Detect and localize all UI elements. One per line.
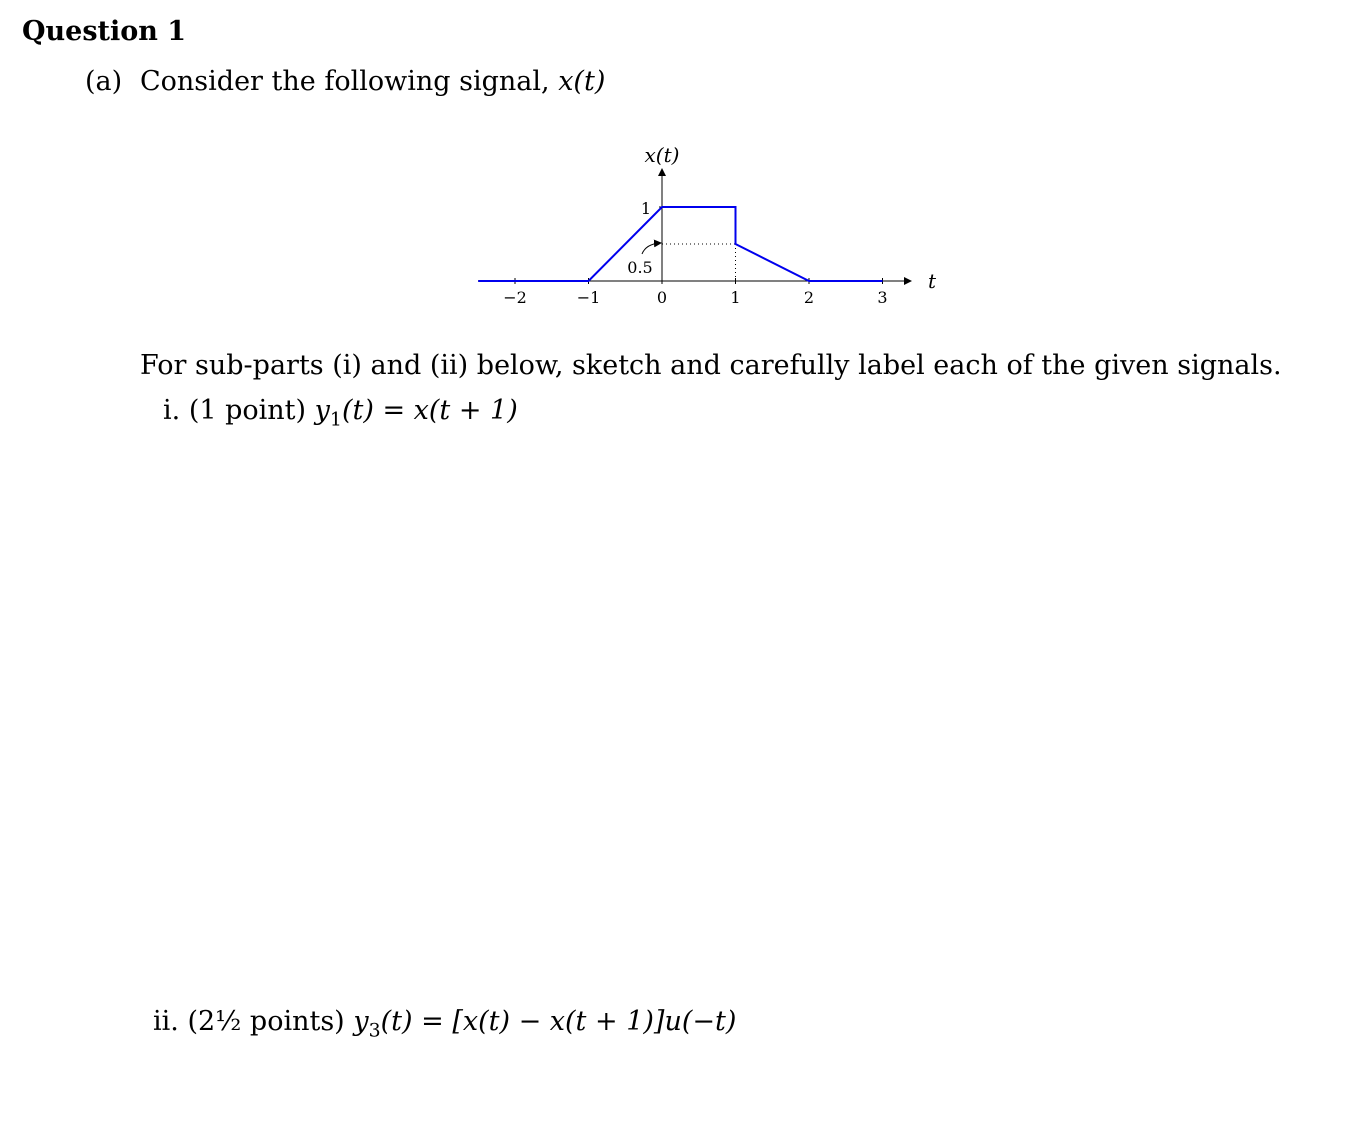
x-tick-label: −2	[503, 288, 527, 307]
sub-part-ii-equation: (t) = [x(t) − x(t + 1)]u(−t)	[380, 1006, 737, 1037]
x-tick-label: −1	[576, 288, 601, 307]
x-axis-label: t	[927, 269, 937, 293]
x-tick-label: 2	[803, 288, 815, 307]
part-a-label: (a)	[85, 66, 123, 97]
x-tick-label: 3	[877, 288, 888, 307]
x-ticks	[515, 207, 883, 284]
sub-part-i-subscript: 1	[329, 408, 342, 431]
y-tick-label: 1	[640, 199, 652, 218]
part-a-signal-symbol: x(t)	[558, 66, 606, 97]
sub-part-i	[163, 395, 518, 430]
signal-plot	[470, 140, 950, 320]
instructions-text: For sub-parts (i) and (ii) below, sketch and carefully label each of the given signals.	[140, 350, 1282, 381]
x-tick-label: 1	[730, 288, 741, 307]
sub-part-i-points: (1 point)	[188, 395, 307, 426]
question-title: Question 1	[22, 16, 187, 47]
sub-part-ii-points: (2½ points)	[187, 1006, 345, 1037]
sub-part-ii-label: ii.	[153, 1006, 179, 1037]
annotation-arrow	[642, 243, 660, 254]
sub-part-ii	[153, 1006, 736, 1041]
sub-part-ii-subscript: 3	[368, 1019, 381, 1042]
part-a-text	[140, 66, 605, 97]
y-axis-label: x(t)	[644, 143, 680, 167]
sub-part-ii-var: y	[353, 1006, 369, 1037]
x-tick-labels	[503, 288, 887, 307]
annotation-label: 0.5	[627, 258, 653, 277]
x-tick-label: 0	[656, 288, 668, 307]
sub-part-i-var: y	[314, 395, 330, 426]
part-a-description: Consider the following signal,	[140, 66, 550, 97]
sub-part-i-label: i.	[163, 395, 181, 426]
sub-part-i-equation: (t) = x(t + 1)	[341, 395, 518, 426]
signal-line	[478, 207, 882, 281]
